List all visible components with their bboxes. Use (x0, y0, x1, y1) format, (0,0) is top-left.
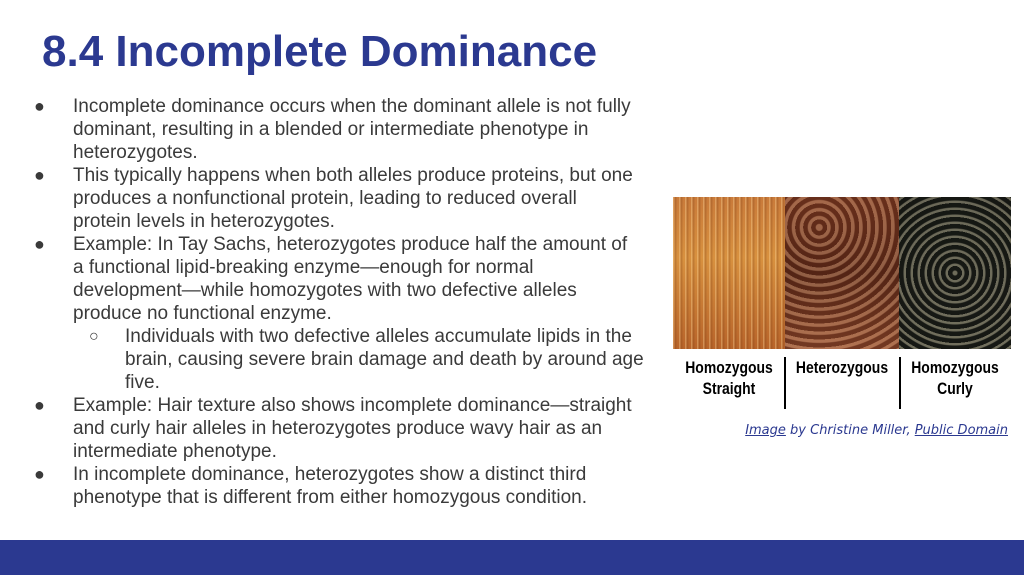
label-homozygous-straight (683, 357, 775, 399)
bullet-list (0, 95, 660, 509)
image-credit (680, 422, 1008, 440)
bullet-text: In incomplete dominance, heterozygotes show a distinct third phenotype that is different from either homozygous condition. (73, 464, 588, 508)
bullet-item (0, 233, 633, 325)
label-line: Curly (937, 379, 973, 398)
label-heterozygous (789, 357, 896, 378)
bullet-item (0, 463, 633, 509)
bullet-marker: ● (34, 395, 45, 415)
straight-hair-image (673, 197, 785, 349)
bullet-marker: ● (34, 234, 45, 254)
license-link[interactable]: Public Domain (914, 423, 1008, 438)
curly-hair-image (899, 197, 1011, 349)
bullet-marker: ● (34, 165, 45, 185)
bullet-item (0, 95, 633, 164)
sub-bullet-text: Individuals with two defective alleles accumulate lipids in the brain, causing severe brain damage and death by around age five. (125, 326, 644, 393)
image-source-link[interactable]: Image (745, 423, 786, 438)
label-line: Homozygous (685, 358, 773, 377)
bullet-marker: ● (34, 96, 45, 116)
footer-bar (0, 540, 1024, 575)
label-line: Heterozygous (795, 358, 889, 377)
slide-title: 8.4 Incomplete Dominance (42, 27, 598, 76)
hair-texture-figure (673, 197, 1011, 415)
bullet-text: Example: In Tay Sachs, heterozygotes produce half the amount of a functional lipid-breaking enzyme—enough for normal development—while homozygotes with two defective alleles produce no functional enzyme. (73, 234, 628, 324)
bullet-item (0, 164, 633, 233)
bullet-marker: ● (34, 464, 45, 484)
label-divider (784, 357, 786, 409)
label-homozygous-curly (909, 357, 1001, 399)
label-divider (899, 357, 901, 409)
bullet-text: This typically happens when both alleles produce proteins, but one produces a nonfunctional protein, leading to reduced overall protein levels in heterozygotes. (73, 165, 633, 232)
bullet-text: Incomplete dominance occurs when the dominant allele is not fully dominant, resulting in a blended or intermediate phenotype in heterozygotes. (73, 96, 631, 163)
sub-bullet-marker: ○ (89, 328, 99, 345)
label-line: Homozygous (911, 358, 999, 377)
bullet-item (0, 394, 633, 463)
bullet-text: Example: Hair texture also shows incomplete dominance—straight and curly hair alleles in heterozygotes produce wavy hair as an intermediate phenotype. (73, 395, 632, 462)
wavy-hair-image (785, 197, 899, 349)
sub-bullet-item (0, 325, 645, 394)
credit-author: by Christine Miller, (785, 423, 915, 438)
label-line: Straight (702, 379, 756, 398)
